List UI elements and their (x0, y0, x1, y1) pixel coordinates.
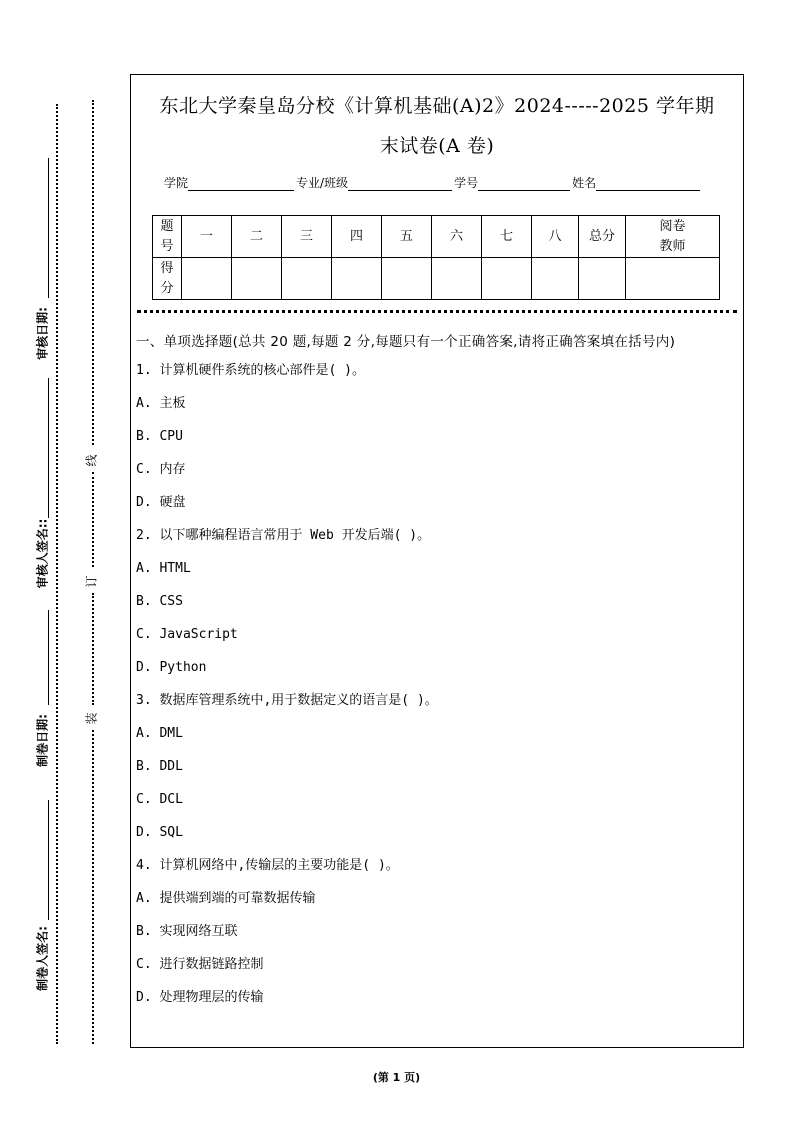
student-id-field[interactable] (478, 178, 570, 191)
option: C. DCL (136, 792, 183, 807)
total-score-cell[interactable] (579, 258, 626, 300)
binding-char-bind: 装 (84, 712, 99, 725)
binding-dotted-line (92, 593, 94, 705)
question-1: 1. 计算机硬件系统的核心部件是( )。 (136, 363, 365, 378)
score-cell[interactable] (382, 258, 432, 300)
score-cell[interactable] (282, 258, 332, 300)
binding-dotted-line (92, 100, 94, 445)
reviewer-signature-label: 审核人签名:: (35, 518, 50, 589)
question-4: 4. 计算机网络中,传输层的主要功能是( )。 (136, 858, 399, 873)
column-header: 六 (432, 216, 482, 258)
score-row-label: 得 分 (153, 258, 182, 300)
maker-signature-label: 制卷人签名: (35, 926, 50, 991)
option: A. HTML (136, 561, 191, 576)
question-2: 2. 以下哪种编程语言常用于 Web 开发后端( )。 (136, 528, 431, 543)
binding-dotted-line (92, 730, 94, 1044)
option: C. JavaScript (136, 627, 238, 642)
score-cell[interactable] (432, 258, 482, 300)
review-date-line (48, 158, 49, 298)
name-field[interactable] (596, 178, 700, 191)
reviewer-signature-line (48, 378, 49, 518)
signature-dotted-line (56, 104, 58, 1044)
header-separator (137, 310, 737, 313)
option: D. SQL (136, 825, 183, 840)
total-score-header: 总分 (579, 216, 626, 258)
binding-dotted-line (92, 472, 94, 567)
option: D. 处理物理层的传输 (136, 990, 264, 1005)
grader-cell[interactable] (626, 258, 720, 300)
option: B. 实现网络互联 (136, 924, 238, 939)
option: B. CSS (136, 594, 183, 609)
column-header: 四 (332, 216, 382, 258)
option: A. 主板 (136, 396, 186, 411)
option: A. DML (136, 726, 183, 741)
option: D. Python (136, 660, 207, 675)
section-heading: 一、单项选择题(总共 20 题,每题 2 分,每题只有一个正确答案,请将正确答案填在括号内) (136, 334, 676, 350)
question-number-header: 题 号 (153, 216, 182, 258)
score-cell[interactable] (332, 258, 382, 300)
option: C. 内存 (136, 462, 186, 477)
score-table-score-row (153, 258, 720, 300)
student-info-row (164, 174, 702, 191)
college-field[interactable] (188, 178, 294, 191)
question-3: 3. 数据库管理系统中,用于数据定义的语言是( )。 (136, 693, 438, 708)
name-label: 姓名 (572, 176, 597, 190)
option: A. 提供端到端的可靠数据传输 (136, 891, 316, 906)
option: C. 进行数据链路控制 (136, 957, 264, 972)
column-header: 五 (382, 216, 432, 258)
make-date-line (48, 610, 49, 705)
score-cell[interactable] (232, 258, 282, 300)
major-class-field[interactable] (348, 178, 452, 191)
column-header: 一 (182, 216, 232, 258)
column-header: 七 (482, 216, 532, 258)
binding-char-line: 线 (84, 454, 99, 467)
column-header: 八 (532, 216, 579, 258)
student-id-label: 学号 (454, 176, 479, 190)
exam-title-line2: 末试卷(A 卷) (379, 135, 495, 157)
column-header: 二 (232, 216, 282, 258)
score-cell[interactable] (182, 258, 232, 300)
maker-signature-line (48, 800, 49, 920)
option: B. CPU (136, 429, 183, 444)
section-single-choice (136, 331, 738, 1021)
score-cell[interactable] (482, 258, 532, 300)
grader-header: 阅卷 教师 (626, 216, 720, 258)
option: B. DDL (136, 759, 183, 774)
exam-frame (130, 74, 744, 1048)
exam-title-line1: 东北大学秦皇岛分校《计算机基础(A)2》2024-----2025 学年期 (159, 95, 715, 117)
score-cell[interactable] (532, 258, 579, 300)
page-number: (第 1 页) (372, 1071, 421, 1084)
review-date-label: 审核日期: (35, 307, 50, 360)
score-table (152, 215, 720, 300)
major-class-label: 专业/班级 (296, 176, 349, 190)
binding-char-order: 订 (84, 575, 99, 588)
make-date-label: 制卷日期: (35, 714, 50, 767)
college-label: 学院 (164, 176, 189, 190)
column-header: 三 (282, 216, 332, 258)
score-table-header-row (153, 216, 720, 258)
option: D. 硬盘 (136, 495, 186, 510)
